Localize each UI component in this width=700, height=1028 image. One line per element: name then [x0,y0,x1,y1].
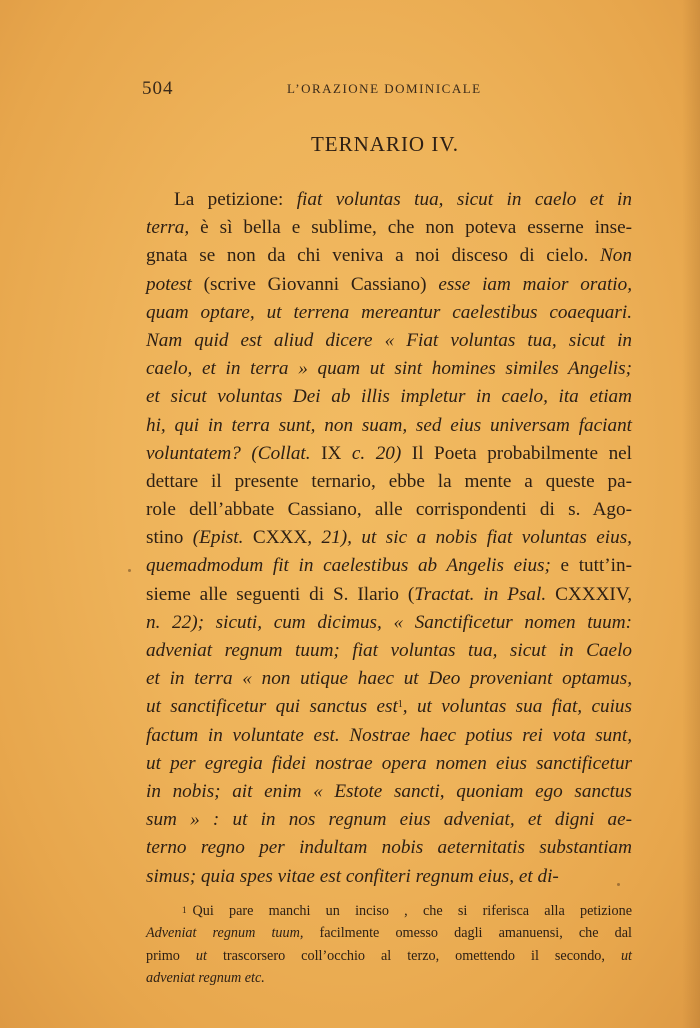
text-run: terno regno per indultam nobis aeternitatis substantiam [146,837,632,859]
text-run: n. 22); sicuti, cum dicimus, « Sanctificetur nomen tuum: [146,611,632,633]
text-run: sum » : ut in nos regnum eius adveniat, et digni ae- [146,809,632,831]
body-line [146,242,632,270]
text-run: potest [146,273,192,295]
footnote-line [146,967,632,989]
body-line [146,271,632,299]
body-line [146,637,632,665]
footnote-reference: 1 [397,699,403,711]
body-line [146,722,632,750]
body-line [146,355,632,383]
text-run: ut per egregia fidei nostrae opera nomen eius sanctificetur [146,752,632,774]
body-line [146,299,632,327]
running-title: L’ORAZIONE DOMINICALE [287,81,482,96]
paper-speck [617,883,620,886]
text-run: Non [600,245,632,267]
body-line [146,778,632,806]
text-run: , 21), ut sic a nobis fiat voluntas eius, [307,527,632,549]
text-run: in nobis; ait enim « Estote sancti, quoniam ego sanctus [146,780,632,802]
text-run: adveniat regnum etc. [146,970,265,987]
text-run: adveniat regnum tuum; fiat voluntas tua, sicut in Caelo [146,640,632,661]
text-run: caelo, et in terra » quam ut sint homines similes Angelis; [146,358,632,380]
body-line [146,806,632,834]
body-line [146,693,632,721]
text-run: simus; quia spes vitae est confiteri regnum eius, et di- [146,865,559,887]
text-run: quam optare, ut terrena mereantur caelestibus coaequari. [146,301,632,323]
text-run: Qui pare manchi un inciso , che si riferisca alla petizione [192,903,632,919]
text-run: Tractat. in Psal. [414,583,556,605]
footnote [146,900,632,990]
body-line [146,834,632,862]
text-run: Il Poeta probabilmente nel [401,442,633,464]
section-title: TERNARIO IV. [310,132,460,156]
text-run: ut sanctificetur qui sanctus est [146,696,398,718]
text-run: fiat voluntas tua, sicut in caelo et in [296,189,632,210]
body-line [146,524,632,552]
text-run: c. 20) [341,442,402,464]
text-run: trascorsero coll’occhio al terzo, omettendo il secondo, [206,947,621,964]
body-line [146,581,632,609]
body-line [146,665,632,693]
body-line [146,750,632,778]
text-run: ut [195,947,207,964]
text-run: et sicut voluntas Dei ab illis impletur in caelo, ita etiam [146,386,632,408]
text-run: gnata se non da chi veniva a noi disceso di cielo. [146,245,600,267]
text-run: Nam quid est aliud dicere « Fiat voluntas tua, sicut in [146,329,632,351]
text-run: , ut voluntas sua fiat, cuius [402,696,632,718]
body-line [146,468,632,496]
text-run: CXXX [252,527,308,549]
body-line [146,552,632,580]
text-run: role dell’abbate Cassiano, alle corrispondenti di s. Ago- [146,499,632,521]
text-run: La petizione: [174,189,297,210]
body-line [146,186,632,214]
paper-speck [128,569,131,572]
body-text [146,186,632,891]
running-head [142,78,642,102]
text-run: dettare il presente ternario, ebbe la mente a queste pa- [146,470,632,492]
body-line [146,440,632,468]
text-run: et in terra « non utique haec ut Deo proveniant optamus, [146,668,632,690]
footnote-line [146,945,632,967]
text-run: facilmente omesso dagli amanuensi, che dal [303,925,632,942]
text-run: CXXXIV, [555,583,632,605]
text-run: (scrive Giovanni Cassiano) [191,273,439,295]
body-line [146,496,632,524]
text-run: voluntatem? (Collat. [146,442,322,464]
body-line [146,214,632,242]
text-run: Adveniat regnum tuum, [146,925,304,942]
text-run: factum in voluntate est. Nostrae haec potius rei vota sunt, [146,724,632,746]
text-run: IX [321,442,342,464]
footnote-line [146,900,632,922]
text-run: terra, [146,217,190,239]
text-run: sieme alle seguenti di S. Ilario ( [146,583,415,605]
page-number: 504 [142,78,174,99]
text-run: stino [146,527,193,549]
text-run: e tutt’in- [550,555,632,577]
body-line [146,383,632,411]
footnote-mark: 1 [182,905,187,915]
text-run: esse iam maior oratio, [438,273,632,295]
text-run: hi, qui in terra sunt, non suam, sed eius universam faciant [146,414,632,436]
text-run: primo [146,947,196,964]
page-edge-shadow [682,0,700,1028]
body-line [146,863,632,891]
text-run: è sì bella e sublime, che non poteva esserne inse- [189,217,632,239]
text-run: ut [620,947,632,964]
footnote-line [146,922,632,944]
text-run: quemadmodum fit in caelestibus ab Angelis eius; [146,555,551,577]
body-line [146,412,632,440]
body-line [146,609,632,637]
text-run: (Epist. [192,527,253,549]
body-line [146,327,632,355]
